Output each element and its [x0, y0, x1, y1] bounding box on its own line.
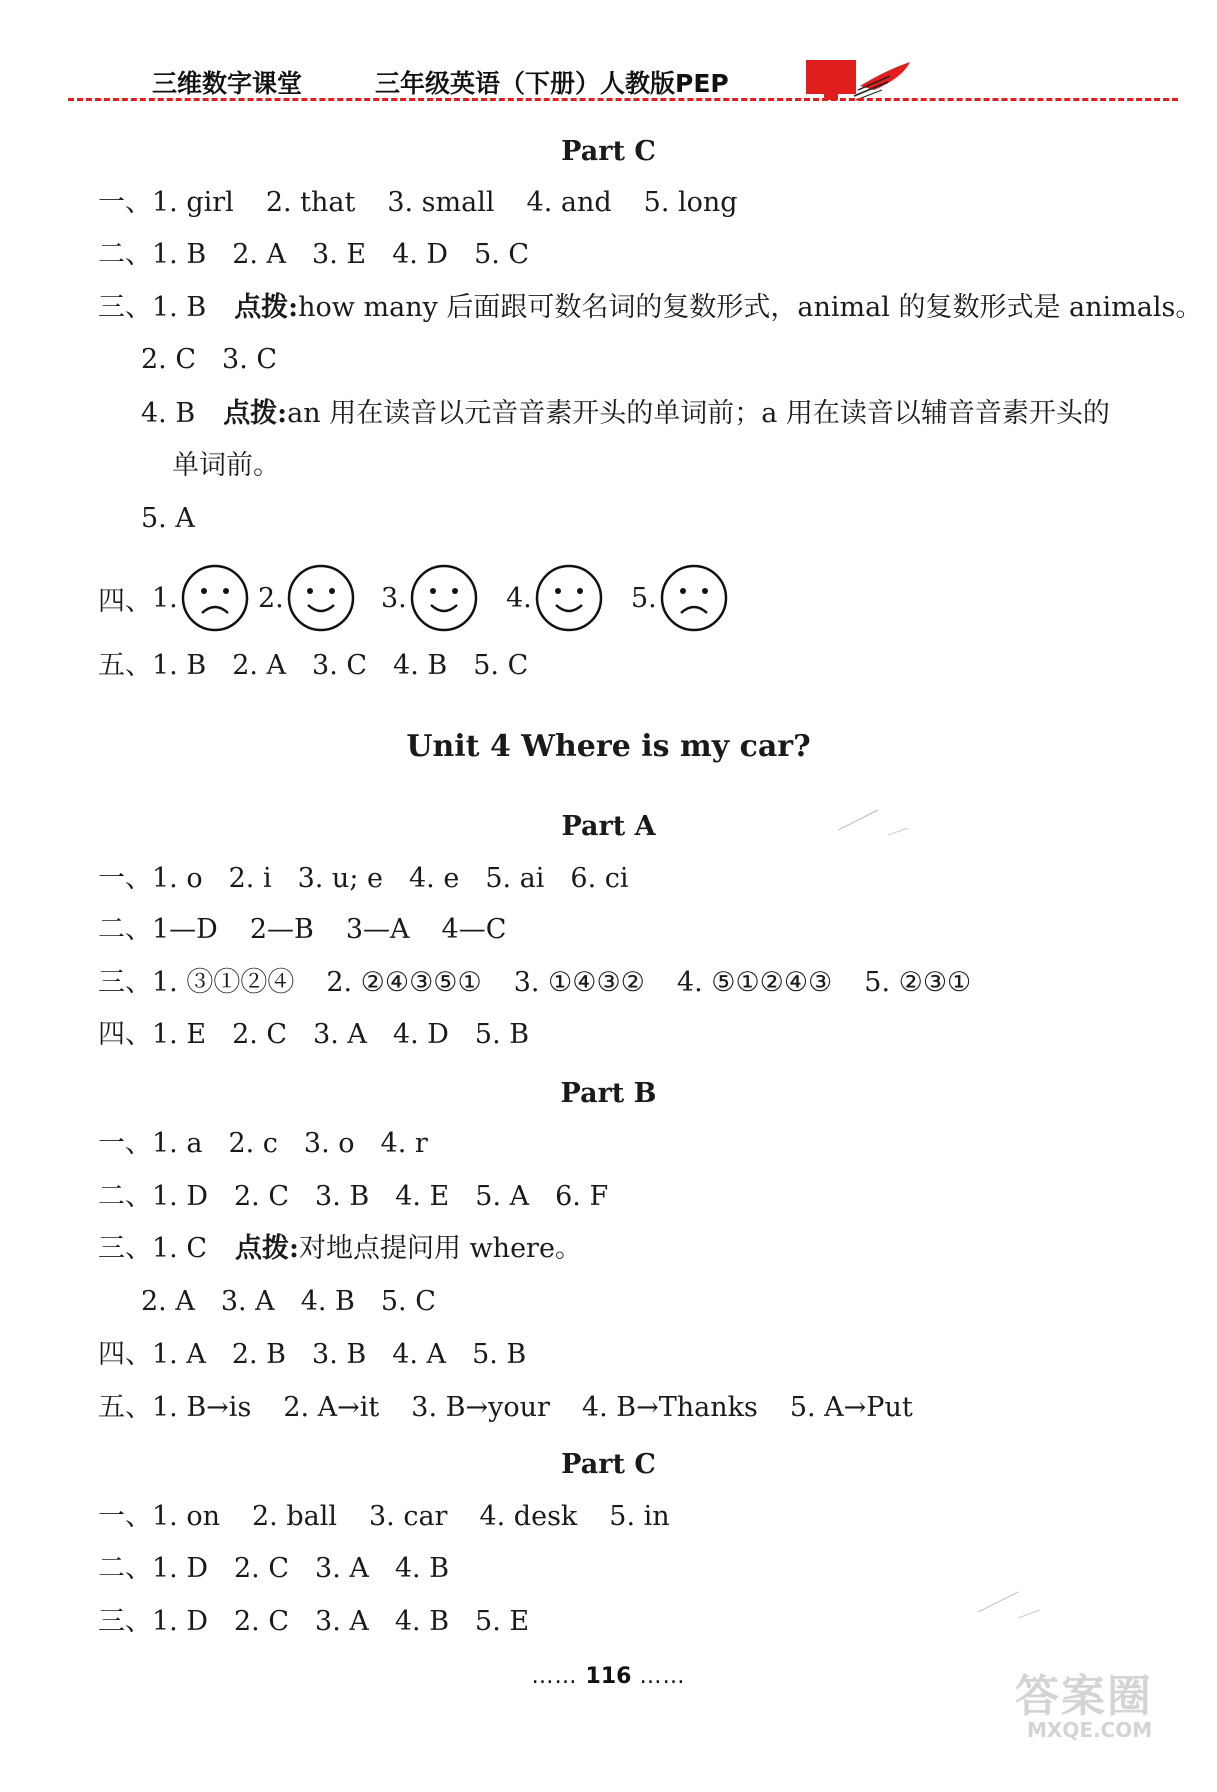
happy-face-icon: [286, 563, 356, 633]
sad-face-icon: [180, 563, 250, 633]
tip-text: how many 后面跟可数名词的复数形式，animal 的复数形式是 animals。: [298, 292, 1203, 323]
footer-dots: ……: [531, 1664, 578, 1689]
page-number: 116: [585, 1664, 632, 1689]
faces-row: [98, 562, 898, 634]
answer-row-3: 三、1. B 点拨:how many 后面跟可数名词的复数形式，animal 的复数形式是 animals。: [98, 292, 1203, 323]
part-c-heading: Part C: [561, 1449, 656, 1480]
part-a-heading: Part A: [561, 811, 656, 842]
footer-dots: ……: [639, 1664, 686, 1689]
happy-face-icon: [409, 563, 479, 633]
answer-row-2: 二、1—D 2—B 3—A 4—C: [98, 914, 507, 945]
tip-continuation: 单词前。: [172, 450, 280, 481]
answer-row-3b: 2. A 3. A 4. B 5. C: [141, 1286, 436, 1317]
header-divider: [68, 98, 1178, 101]
face-item: 3.: [381, 562, 479, 634]
tip-label: 点拨:: [223, 398, 288, 429]
answer-row-1: 一、1. on 2. ball 3. car 4. desk 5. in: [98, 1501, 670, 1532]
answer-row-2: 二、1. D 2. C 3. A 4. B: [98, 1553, 450, 1584]
sad-face-icon: [659, 563, 729, 633]
answer-row-3: 三、1. C 点拨:对地点提问用 where。: [98, 1233, 582, 1264]
unit-title: Unit 4 Where is my car?: [406, 729, 811, 764]
answer-row-3d: 5. A: [141, 503, 195, 534]
answer-row-3c: 4. B 点拨:an 用在读音以元音音素开头的单词前；a 用在读音以辅音音素开头的: [141, 398, 1110, 429]
answer-row-5: 五、1. B→is 2. A→it 3. B→your 4. B→Thanks 5. A→Put: [98, 1392, 913, 1423]
answer-row-3: 三、1. ③①②④ 2. ②④③⑤① 3. ①④③② 4. ⑤①②④③ 5. ②③①: [98, 967, 972, 998]
answer-row-1: 一、1. o 2. i 3. u; e 4. e 5. ai 6. ci: [98, 863, 629, 894]
tip-label: 点拨:: [235, 1233, 299, 1264]
watermark-text: 答案圈: [1015, 1671, 1153, 1722]
tip-text: an 用在读音以元音音素开头的单词前；a 用在读音以辅音音素开头的: [287, 398, 1110, 429]
answer-row-4: 四、1. E 2. C 3. A 4. D 5. B: [98, 1019, 530, 1050]
tip-label: 点拨:: [234, 292, 299, 323]
book-title: 三年级英语（下册）人教版PEP: [375, 69, 729, 98]
answer-row-2: 二、1. D 2. C 3. B 4. E 5. A 6. F: [98, 1181, 609, 1212]
face-item: 4.: [506, 562, 604, 634]
part-c-heading: Part C: [561, 136, 656, 167]
answer-row-1: 一、1. a 2. c 3. o 4. r: [98, 1128, 428, 1159]
watermark: [1015, 1660, 1153, 1742]
answer-row-3b: 2. C 3. C: [141, 344, 278, 375]
face-item: 2.: [258, 562, 356, 634]
happy-face-icon: [534, 563, 604, 633]
part-b-heading: Part B: [560, 1078, 657, 1109]
answer-row-3: 三、1. D 2. C 3. A 4. B 5. E: [98, 1606, 530, 1637]
answer-row-5: 五、1. B 2. A 3. C 4. B 5. C: [98, 650, 529, 681]
face-item: 四、 1.: [98, 562, 250, 634]
series-title: 三维数字课堂: [152, 69, 303, 98]
scratch-mark: [978, 1582, 1058, 1622]
scratch-mark: [838, 800, 918, 840]
answer-row-2: 二、1. B 2. A 3. E 4. D 5. C: [98, 239, 530, 270]
answer-row-1: 一、1. girl 2. that 3. small 4. and 5. long: [98, 187, 738, 218]
answer-row-4: 四、1. A 2. B 3. B 4. A 5. B: [98, 1339, 527, 1370]
tip-text: 对地点提问用 where。: [298, 1233, 582, 1264]
watermark-domain: MXQE.COM: [1027, 1718, 1153, 1742]
face-item: 5.: [631, 562, 729, 634]
